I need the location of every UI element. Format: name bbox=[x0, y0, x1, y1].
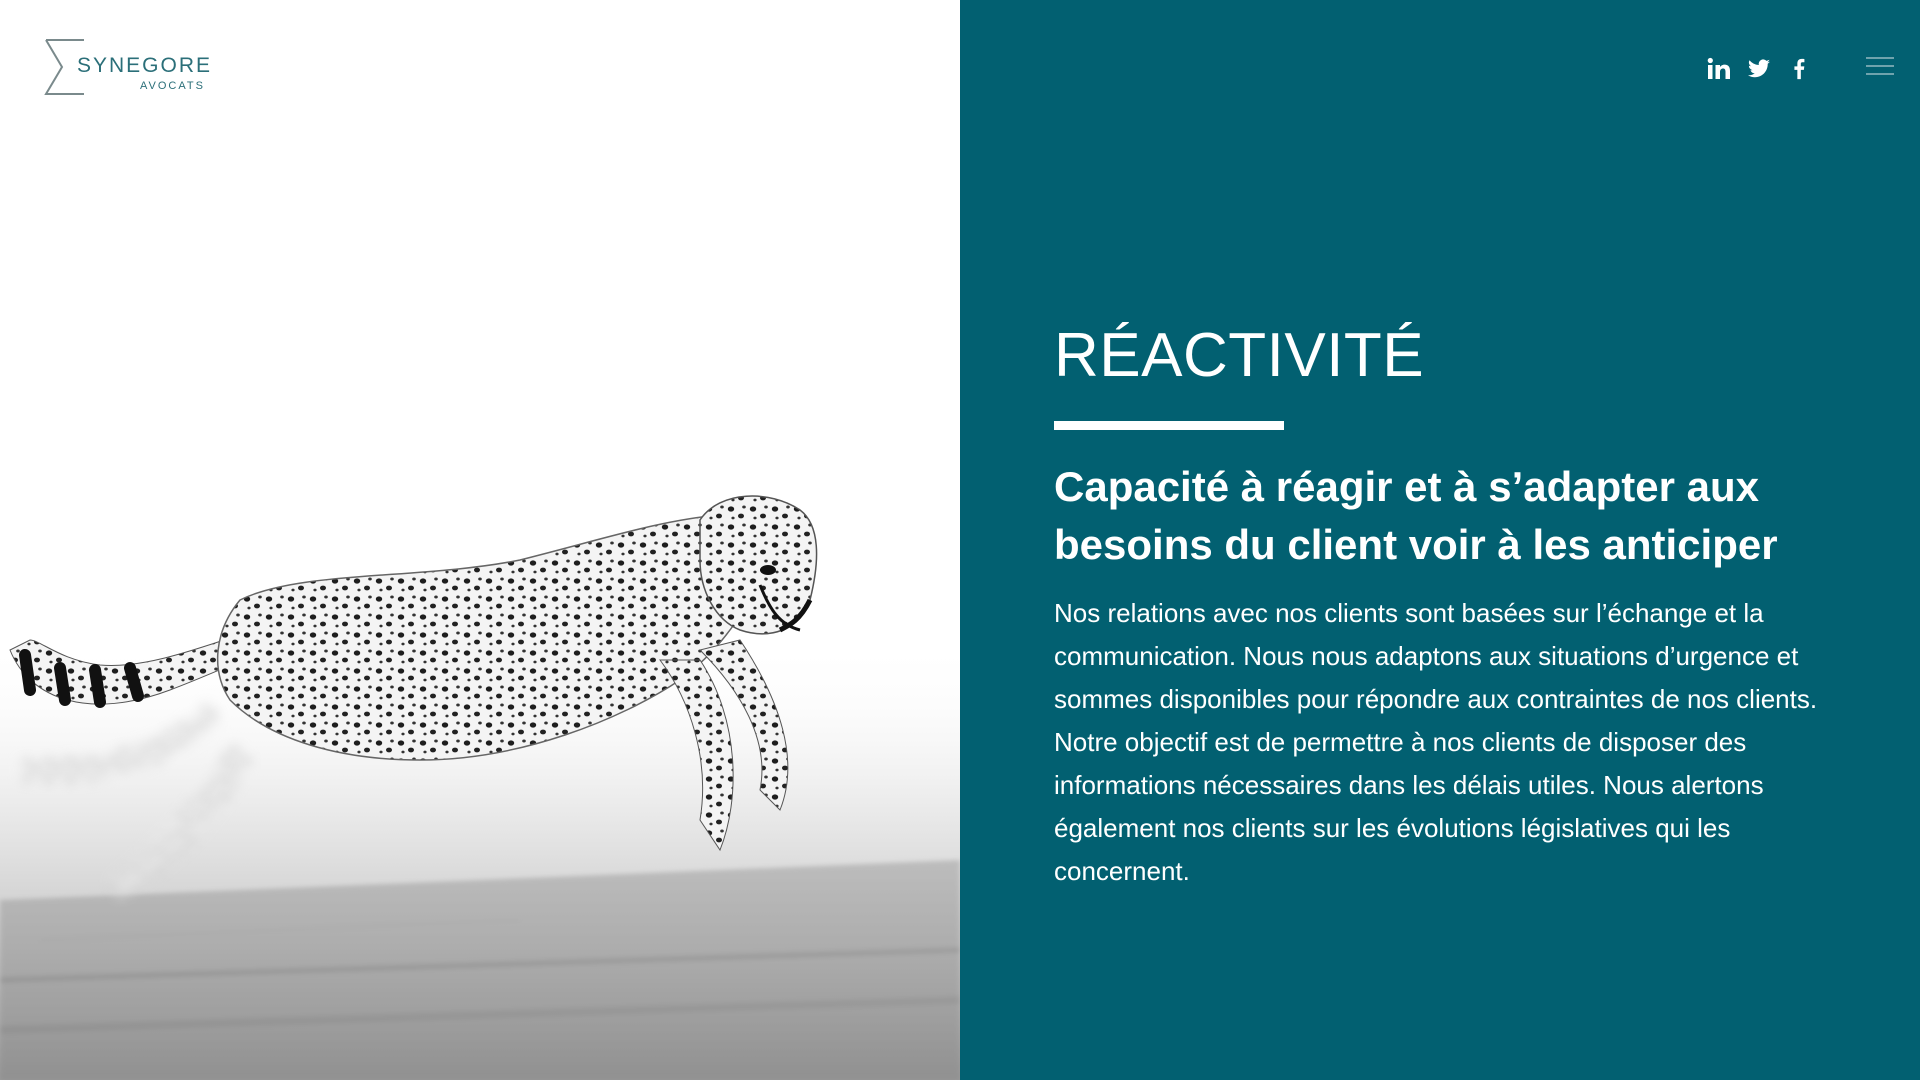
title-divider bbox=[1054, 421, 1284, 430]
paragraph-2: Notre objectif est de permettre à nos clients de disposer des informations nécessaires dans les délais utiles. Nous alertons également nos clients sur les évolutions législatives qui les concernent. bbox=[1054, 727, 1764, 887]
hamburger-menu-icon[interactable] bbox=[1866, 56, 1894, 78]
body-text bbox=[1054, 592, 1824, 893]
social-links bbox=[1706, 56, 1812, 82]
main-content bbox=[1054, 320, 1834, 893]
content-panel bbox=[960, 0, 1920, 1080]
page-subtitle: Capacité à réagir et à s’adapter aux besoins du client voir à les anticiper bbox=[1054, 463, 1778, 569]
paragraph-1: Nos relations avec nos clients sont basées sur l’échange et la communication. Nous nous adaptons aux situations d’urgence et sommes disponibles pour répondre aux contraintes de nos clients. bbox=[1054, 598, 1818, 715]
page-title: RÉACTIVITÉ bbox=[1054, 321, 1425, 390]
logo-subtitle: AVOCATS bbox=[140, 80, 205, 92]
logo[interactable] bbox=[44, 38, 224, 100]
linkedin-icon[interactable] bbox=[1706, 56, 1732, 82]
logo-name: SYNEGORE bbox=[77, 54, 213, 77]
twitter-icon[interactable] bbox=[1746, 56, 1772, 82]
facebook-icon[interactable] bbox=[1786, 56, 1812, 82]
